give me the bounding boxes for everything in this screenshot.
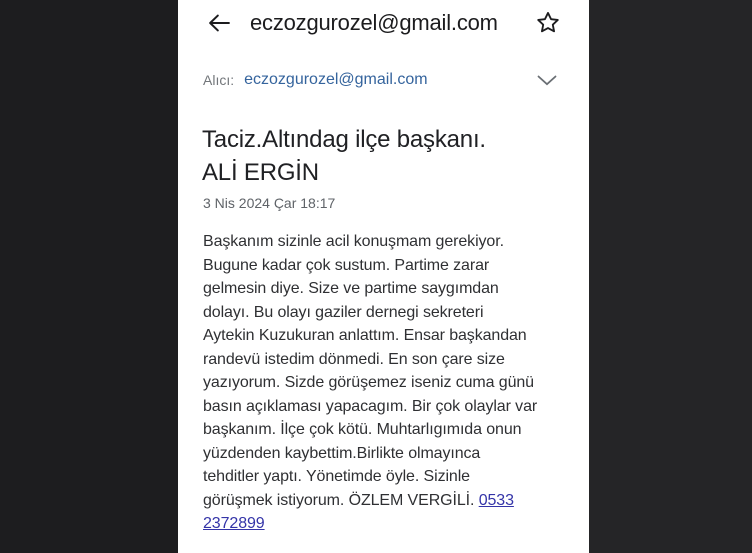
signature-text: görüşmek istiyorum. ÖZLEM VERGİLİ. [203,491,479,509]
chevron-down-icon [537,75,557,86]
recipient-email[interactable]: eczozgurozel@gmail.com [244,71,428,88]
body-line-signature [203,489,575,513]
right-letterbox [589,0,752,553]
body-line: basın açıklaması yapacagım. Bir çok olaylar var [203,397,538,415]
subject-line-2: ALİ ERGİN [202,159,319,186]
body-line-phone [203,512,575,536]
body-line: Bugune kadar çok sustum. Partime zarar [203,256,490,274]
body-line: dolayı. Bu olayı gaziler dernegi sekreteri [203,303,484,321]
body-line: yazıyorum. Sizde görüşemez iseniz cuma günü [203,374,534,391]
body-line: yüzdenden kaybettim.Birlikte olmayınca [203,444,481,462]
back-arrow-icon [205,9,233,37]
body-line: başkanım. İlçe çok kötü. Muhtarlıgımıda onun [203,421,522,438]
header-email-title: eczozgurozel@gmail.com [250,10,498,35]
message-body [203,230,575,536]
back-button[interactable] [205,9,233,37]
message-date: 3 Nis 2024 Çar 18:17 [203,195,336,211]
email-detail-view [178,0,589,553]
left-letterbox [0,0,178,553]
phone-link-part-2[interactable]: 2372899 [203,515,265,532]
recipient-row[interactable] [203,64,557,96]
star-button[interactable] [534,9,562,37]
app-header [205,4,562,42]
expand-details-button[interactable] [537,75,557,86]
body-line: Aytekin Kuzukuran anlattım. Ensar başkandan [203,327,527,344]
body-line: tehditler yaptı. Yönetimde öyle. Sizinle [203,468,470,485]
star-icon [534,9,562,37]
body-line: gelmesin diye. Size ve partime saygımdan [203,280,499,297]
body-line: Başkanım sizinle acil konuşmam gerekiyor. [203,233,504,250]
phone-link-part-1[interactable]: 0533 [478,491,514,509]
recipient-label: Alıcı: [203,72,235,88]
subject-line-1: Taciz.Altındag ilçe başkanı. [202,126,486,153]
body-line: randevü istedim dönmedi. En son çare size [203,350,505,368]
subject-title [202,123,575,189]
